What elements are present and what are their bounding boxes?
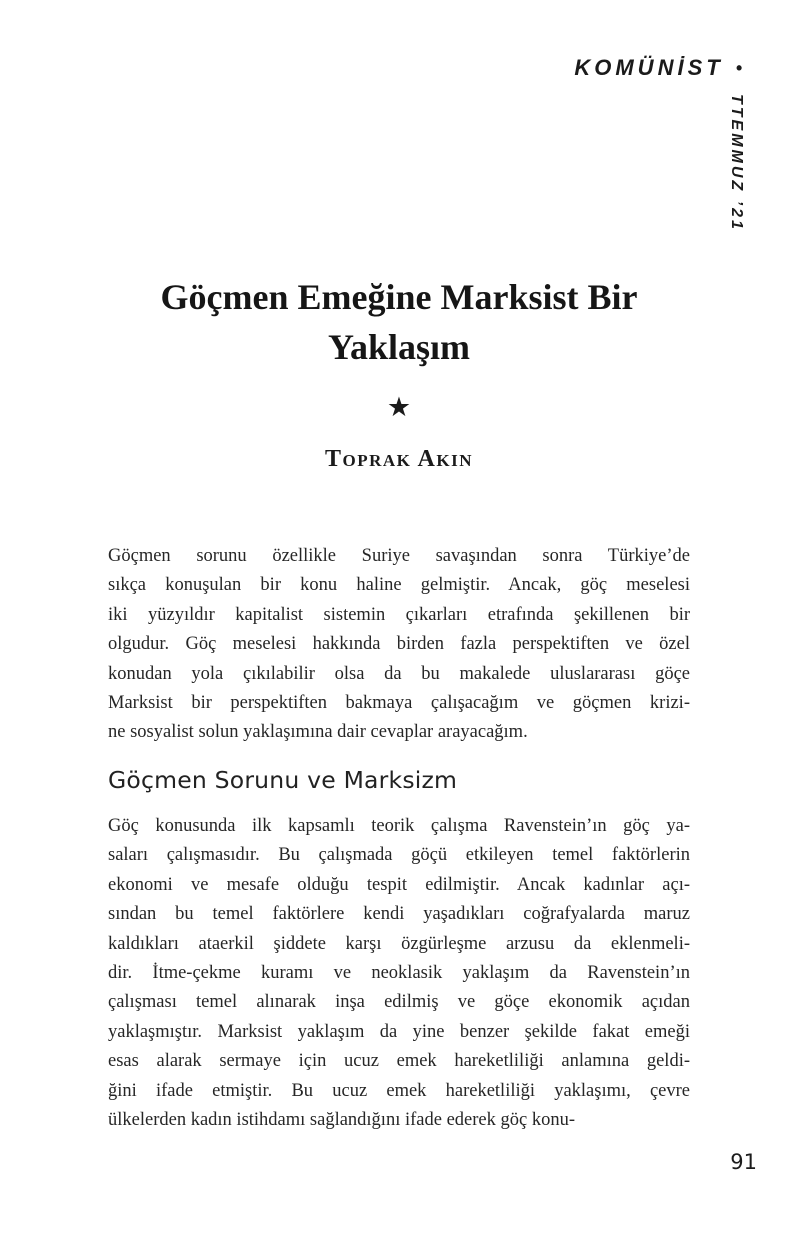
journal-name: KOMÜNİST	[574, 55, 724, 80]
page-number: 91	[730, 1150, 757, 1174]
text-line: yaklaşmıştır. Marksist yaklaşım da yine benzer şekilde fakat emeği	[108, 1021, 690, 1042]
bullet-icon: •	[735, 57, 742, 78]
article-title-line-2: Yaklaşım	[327, 327, 471, 367]
article-title-line-1: Göçmen Emeğine Marksist Bir	[160, 277, 638, 317]
text-line: saları çalışmasıdır. Bu çalışmada göçü etkileyen temel faktörlerin	[108, 845, 690, 866]
text-line: Göç konusunda ilk kapsamlı teorik çalışma Ravenstein’ın göç ya-	[108, 816, 690, 836]
text-line: dir. İtme-çekme kuramı ve neoklasik yaklaşım da Ravenstein’ın	[108, 963, 690, 984]
section-paragraph	[108, 812, 690, 1135]
issue-date-vertical: TTEMMUZ ’21	[728, 94, 745, 232]
section-heading: Göçmen Sorunu ve Marksizm	[108, 766, 458, 794]
text-line: sıkça konuşulan bir konu haline gelmiştir. Ancak, göç meselesi	[108, 575, 690, 596]
article-column	[108, 0, 690, 1241]
text-line: sından bu temel faktörlere kendi yaşadıkları coğrafyalarda maruz	[108, 904, 690, 925]
text-line: ekonomi ve mesafe olduğu tespit edilmiştir. Ancak kadınlar açı-	[108, 874, 690, 895]
intro-paragraph	[108, 542, 690, 748]
text-line: ne sosyalist solun yaklaşımına dair cevaplar arayacağım.	[108, 722, 528, 743]
text-line: ülkelerden kadın istihdamı sağlandığını ifade ederek göç konu-	[108, 1110, 575, 1131]
text-line: ğini ifade etmiştir. Bu ucuz emek hareketliliği yaklaşımı, çevre	[108, 1080, 690, 1101]
article-title	[108, 272, 690, 372]
text-line: olgudur. Göç meselesi hakkında birden fazla perspektiften ve özel	[108, 634, 690, 655]
text-line: kaldıkları ataerkil şiddete karşı özgürleşme arzusu da eklenmeli-	[108, 933, 690, 954]
text-line: konudan yola çıkılabilir olsa da bu makalede uluslararası göçe	[108, 663, 690, 684]
star-divider-icon: ★	[386, 392, 412, 423]
author-name: Toprak Akın	[324, 446, 473, 472]
text-line: esas alarak sermaye için ucuz emek hareketliliği anlamına geldi-	[108, 1051, 690, 1072]
text-line: çalışması temel alınarak inşa edilmiş ve göçe ekonomik açıdan	[108, 992, 690, 1013]
text-line: Göçmen sorunu özellikle Suriye savaşından sonra Türkiye’de	[108, 546, 690, 566]
text-line: iki yüzyıldır kapitalist sistemin çıkarları etrafında şekillenen bir	[108, 604, 690, 625]
text-line: Marksist bir perspektiften bakmaya çalışacağım ve göçmen krizi-	[108, 693, 690, 714]
